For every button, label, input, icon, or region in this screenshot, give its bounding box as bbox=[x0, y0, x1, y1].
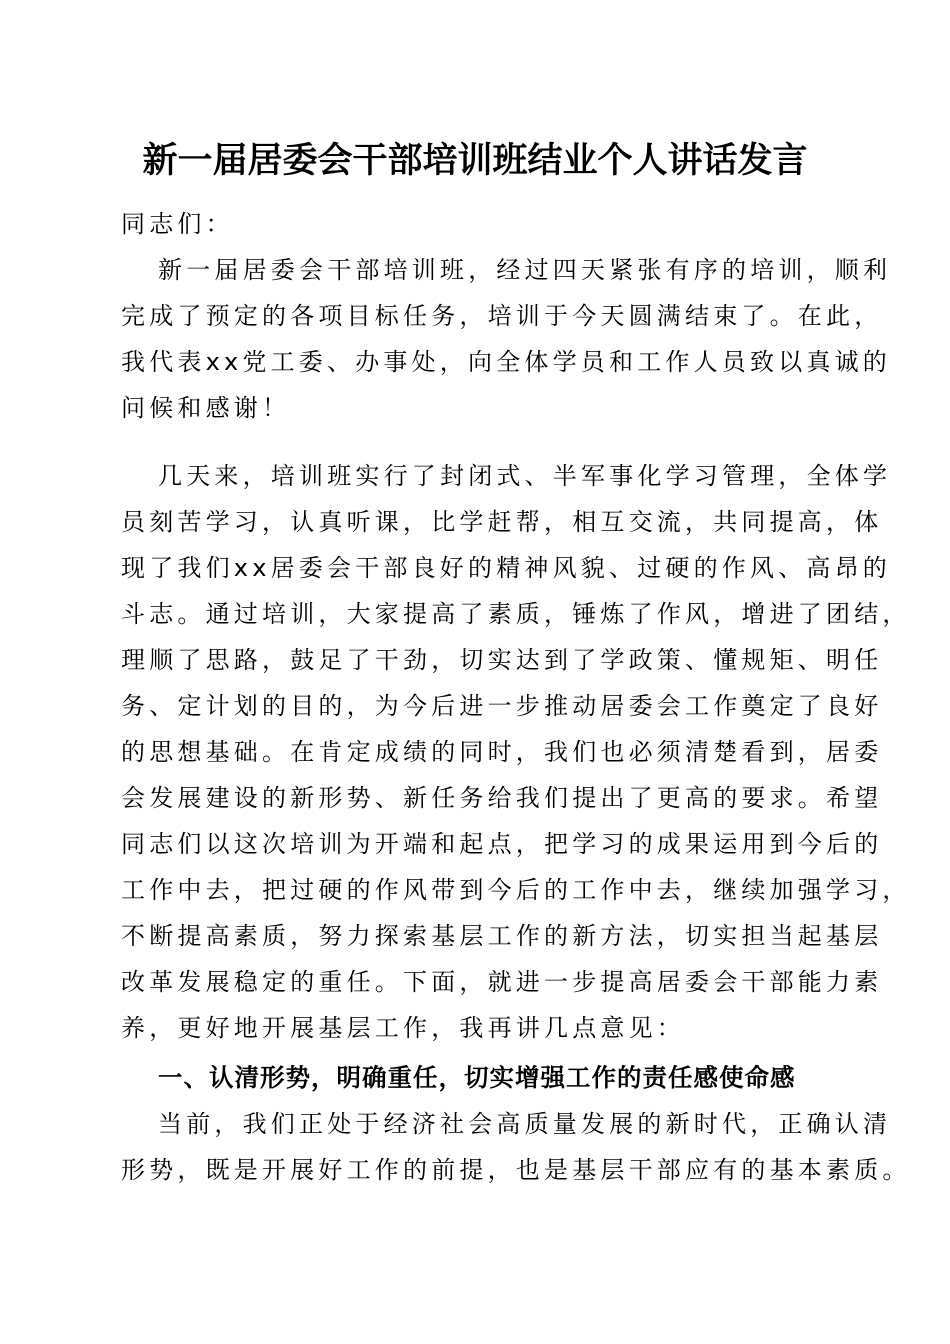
paragraph-line: 不断提高素质，努力探索基层工作的新方法，切实担当起基层 bbox=[121, 922, 883, 950]
paragraph-line: 工作中去，把过硬的作风带到今后的工作中去，继续加强学习， bbox=[121, 876, 911, 904]
paragraph-line: 会发展建设的新形势、新任务给我们提出了更高的要求。希望 bbox=[121, 784, 883, 812]
paragraph-line: 新一届居委会干部培训班，经过四天紧张有序的培训，顺利 bbox=[158, 256, 892, 284]
paragraph-line: 务、定计划的目的，为今后进一步推动居委会工作奠定了良好 bbox=[121, 692, 883, 720]
paragraph-line: 改革发展稳定的重任。下面，就进一步提高居委会干部能力素 bbox=[121, 968, 883, 996]
paragraph-line: 的思想基础。在肯定成绩的同时，我们也必须清楚看到，居委 bbox=[121, 738, 883, 766]
paragraph-line: 现了我们xx居委会干部良好的精神风貌、过硬的作风、高昂的 bbox=[121, 554, 892, 582]
paragraph-line: 当前，我们正处于经济社会高质量发展的新时代，正确认清 bbox=[158, 1110, 892, 1138]
paragraph-line: 理顺了思路，鼓足了干劲，切实达到了学政策、懂规矩、明任 bbox=[121, 646, 883, 674]
paragraph-line: 员刻苦学习，认真听课，比学赶帮，相互交流，共同提高，体 bbox=[121, 508, 883, 536]
paragraph-line: 完成了预定的各项目标任务，培训于今天圆满结束了。在此， bbox=[121, 302, 883, 330]
section-heading: 一、认清形势，明确重任，切实增强工作的责任感使命感 bbox=[158, 1063, 796, 1092]
paragraph-line: 我代表xx党工委、办事处，向全体学员和工作人员致以真诚的 bbox=[121, 348, 892, 376]
paragraph-line: 养，更好地开展基层工作，我再讲几点意见： bbox=[121, 1014, 685, 1042]
document-title: 新一届居委会干部培训班结业个人讲话发言 bbox=[142, 140, 808, 181]
salutation: 同志们： bbox=[121, 210, 234, 238]
paragraph-line: 几天来，培训班实行了封闭式、半军事化学习管理，全体学 bbox=[158, 462, 892, 490]
paragraph-line: 同志们以这次培训为开端和起点，把学习的成果运用到今后的 bbox=[121, 830, 883, 858]
paragraph-line: 斗志。通过培训，大家提高了素质，锤炼了作风，增进了团结， bbox=[121, 600, 911, 628]
paragraph-line: 形势，既是开展好工作的前提，也是基层干部应有的基本素质。 bbox=[121, 1156, 911, 1184]
paragraph-line: 问候和感谢！ bbox=[121, 394, 291, 422]
